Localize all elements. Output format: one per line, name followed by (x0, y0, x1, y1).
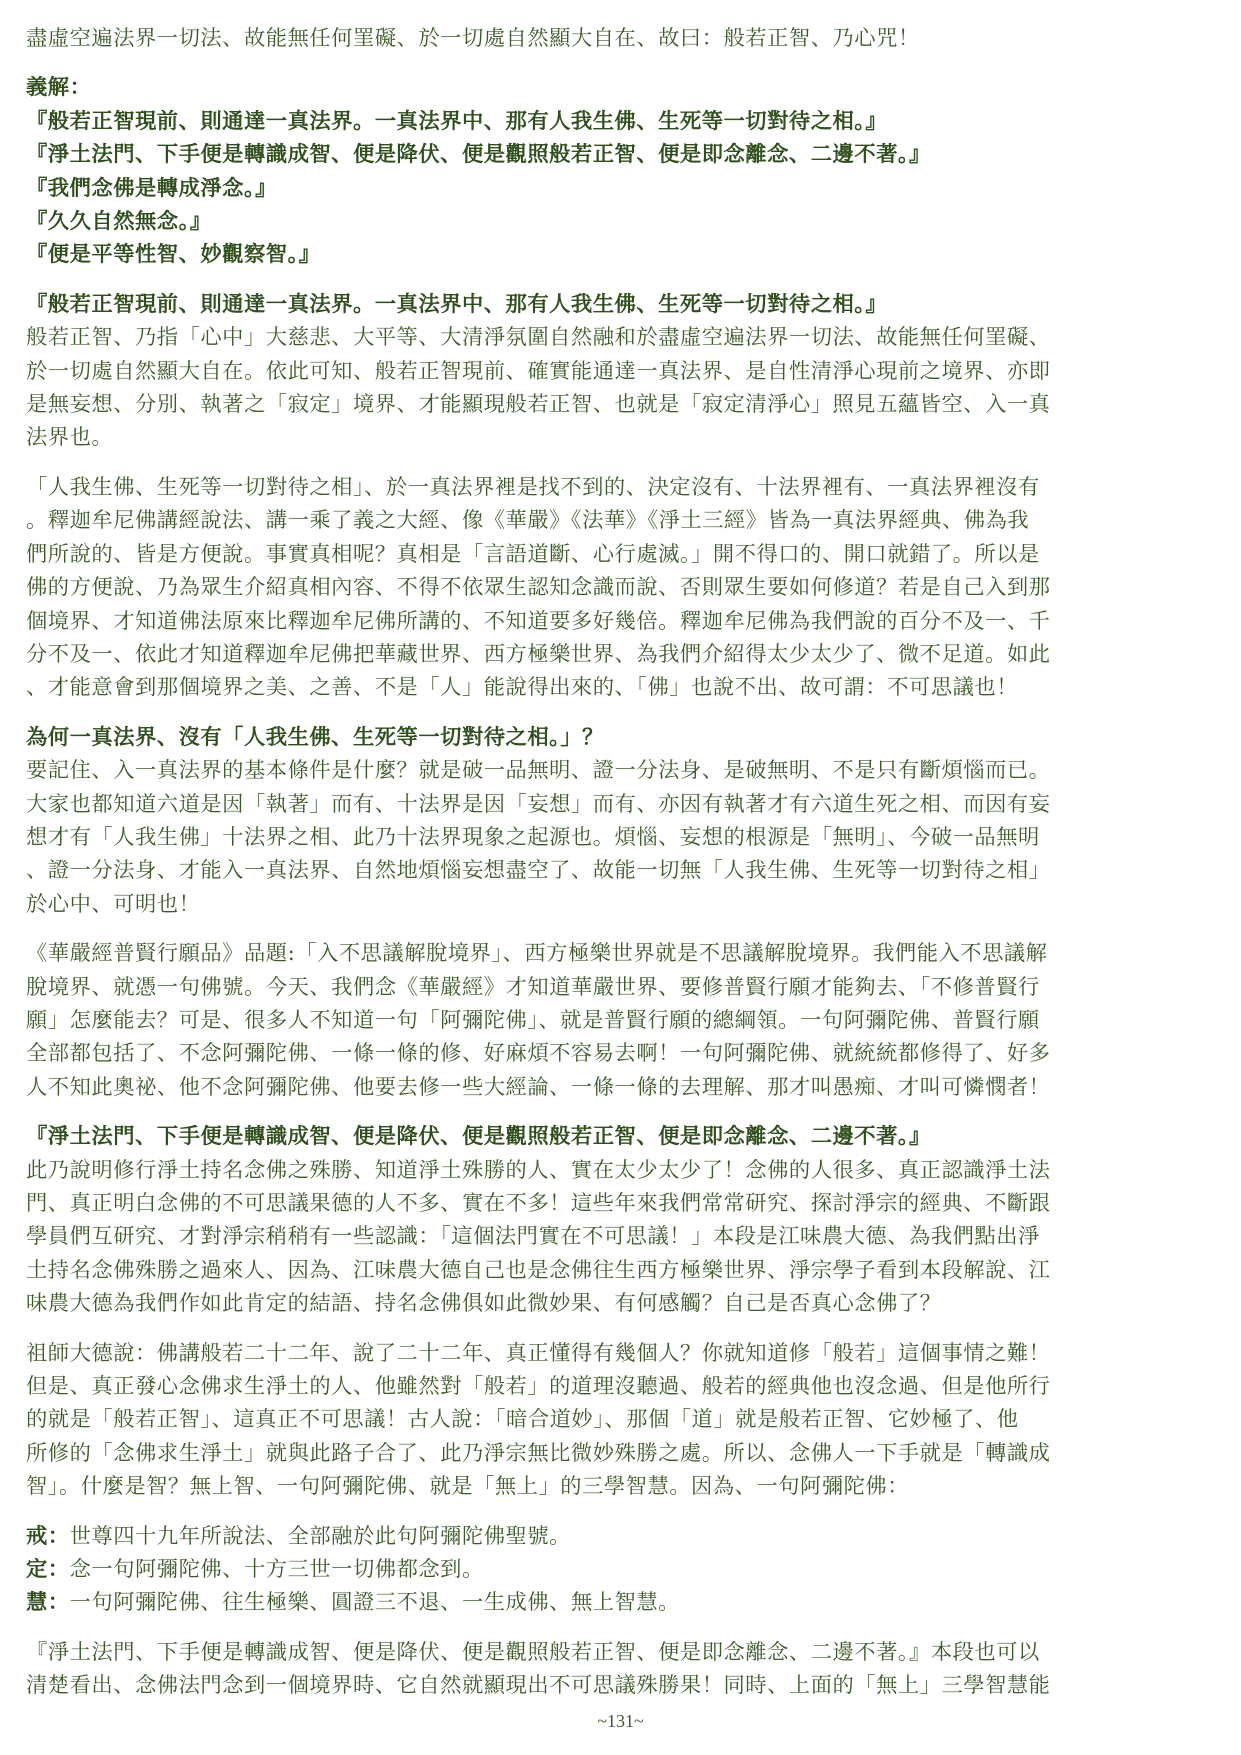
paragraph-line: 願」怎麼能去？可是、很多人不知道一句「阿彌陀佛」、就是普賢行願的總綱領。一句阿彌陀佛、普賢行願 (26, 1007, 1040, 1033)
paragraph-line: 想才有「人我生佛」十法界之相、此乃十法界現象之起源也。煩惱、妄想的根源是「無明」、今破一品無明 (26, 824, 1040, 850)
paragraph-line: 脫境界、就憑一句佛號。今天、我們念《華嚴經》才知道華嚴世界、要修普賢行願才能夠去、「不修普賢行 (26, 974, 1040, 1000)
section-4 (26, 937, 1216, 1104)
precept-text: 世尊四十九年所說法、全部融於此句阿彌陀佛聖號。 (69, 1523, 571, 1549)
paragraph-line: 個境界、才知道佛法原來比釋迦牟尼佛所講的、不知道要多好幾倍。釋迦牟尼佛為我們說的百分不及一、千 (26, 608, 1051, 634)
paragraph-line: 清楚看出、念佛法門念到一個境界時、它自然就顯現出不可思議殊勝果！同時、上面的「無上」三學智慧能 (26, 1673, 1051, 1699)
paragraph-line: 、才能意會到那個境界之美、之善、不是「人」能說得出來的、「佛」也說不出、故可謂：不可思議也！ (26, 675, 1019, 701)
paragraph-line: 。釋迦牟尼佛講經說法、講一乘了義之大經、像《華嚴》《法華》《淨土三經》皆為一真法界經典、佛為我 (26, 508, 1030, 534)
precept-text: 一句阿彌陀佛、往生極樂、圓證三不退、一生成佛、無上智慧。 (69, 1590, 680, 1616)
quote-line: 『般若正智現前、則通達一真法界。一真法界中、那有人我生佛、生死等一切對待之相。』 (26, 108, 888, 134)
paragraph-line: 於心中、可明也！ (26, 891, 201, 917)
paragraph-line: 、證一分法身、才能入一真法界、自然地煩惱妄想盡空了、故能一切無「人我生佛、生死等一切對待之相」 (26, 858, 1051, 884)
precept-term: 慧： (26, 1590, 70, 1616)
paragraph-line: 『淨土法門、下手便是轉識成智、便是降伏、便是觀照般若正智、便是即念離念、二邊不著。』本段也可以 (26, 1639, 1040, 1665)
paragraph-line: 但是、真正發心念佛求生淨土的人、他雖然對「般若」的道理沒聽過、般若的經典他也沒念過、但是他所行 (26, 1374, 1051, 1400)
paragraph-line: 祖師大德說：佛講般若二十二年、說了二十二年、真正懂得有幾個人？你就知道修「般若」這個事情之難！ (26, 1340, 1051, 1366)
section-2 (26, 471, 1216, 705)
page-body (26, 22, 1216, 1703)
paragraph-line: 土持名念佛殊勝之過來人、因為、江味農大德自己也是念佛往生西方極樂世界、淨宗學子看到本段解說、江 (26, 1257, 1051, 1283)
paragraph-line: 味農大德為我們作如此肯定的結語、持名念佛俱如此微妙果、有何感觸？自己是否真心念佛了？ (26, 1291, 942, 1317)
section-heading: 為何一真法界、沒有「人我生佛、生死等一切對待之相。」？ (26, 724, 604, 750)
paragraph-line: 人不知此奧祕、他不念阿彌陀佛、他要去修一些大經論、一條一條的去理解、那才叫愚痴、才叫可憐憫者！ (26, 1074, 1051, 1100)
paragraph-line: 《華嚴經普賢行願品》品題:「入不思議解脫境界」、西方極樂世界就是不思議解脫境界。我們能入不思議解 (26, 941, 1048, 967)
precept-item (26, 1586, 1216, 1619)
paragraph-line: 此乃說明修行淨土持名念佛之殊勝、知道淨土殊勝的人、實在太少太少了！念佛的人很多、真正認識淨土法 (26, 1157, 1051, 1183)
paragraph-line: 學員們互研究、才對淨宗稍稍有一些認識：「這個法門實在不可思議！」本段是江味農大德、為我們點出淨 (26, 1224, 1040, 1250)
precepts-list (26, 1520, 1216, 1620)
paragraph-line: 全部都包括了、不念阿彌陀佛、一條一條的修、好麻煩不容易去啊！一句阿彌陀佛、就統統都修得了、好多 (26, 1041, 1051, 1067)
paragraph-line: 要記住、入一真法界的基本條件是什麼？就是破一品無明、證一分法身、是破無明、不是只有斷煩惱而已。 (26, 758, 1051, 784)
precept-item (26, 1520, 1216, 1553)
section-5 (26, 1120, 1216, 1320)
section-6 (26, 1337, 1216, 1504)
paragraph-line: 所修的「念佛求生淨土」就與此路子合了、此乃淨宗無比微妙殊勝之處。所以、念佛人一下手就是「轉識成 (26, 1440, 1051, 1466)
quote-line: 『淨土法門、下手便是轉識成智、便是降伏、便是觀照般若正智、便是即念離念、二邊不著。』 (26, 142, 931, 168)
paragraph-line: 法界也。 (26, 425, 114, 451)
paragraph-line: 於一切處自然顯大自在。依此可知、般若正智現前、確實能通達一真法界、是自性清淨心現前之境界、亦即 (26, 358, 1051, 384)
precept-item (26, 1553, 1216, 1586)
paragraph-line: 智」。什麼是智？無上智、一句阿彌陀佛、就是「無上」的三學智慧。因為、一句阿彌陀佛： (26, 1474, 910, 1500)
intro-line: 盡虛空遍法界一切法、故能無任何罣礙、於一切處自然顯大自在、故曰：般若正智、乃心咒！ (26, 26, 920, 51)
section-3 (26, 721, 1216, 921)
paragraph-line: 分不及一、依此才知道釋迦牟尼佛把華藏世界、西方極樂世界、為我們介紹得太少太少了、微不足道。如此 (26, 641, 1051, 667)
quote-line: 『便是平等性智、妙觀察智。』 (26, 242, 321, 268)
section-heading: 『淨土法門、下手便是轉識成智、便是降伏、便是觀照般若正智、便是即念離念、二邊不著。』 (26, 1124, 931, 1150)
section-7 (26, 1636, 1216, 1703)
page-number: ~131~ (597, 1711, 644, 1731)
paragraph-line: 「人我生佛、生死等一切對待之相」、於一真法界裡是找不到的、決定沒有、十法界裡有、一真法界裡沒有 (26, 474, 1040, 500)
section-label: 義解： (26, 75, 92, 101)
section-heading: 『般若正智現前、則通達一真法界。一真法界中、那有人我生佛、生死等一切對待之相。』 (26, 291, 888, 317)
paragraph-line: 般若正智、乃指「心中」大慈悲、大平等、大清淨氛圍自然融和於盡虛空遍法界一切法、故能無任何罣礙、 (26, 325, 1051, 351)
paragraph-line: 大家也都知道六道是因「執著」而有、十法界是因「妄想」而有、亦因有執著才有六道生死之相、而因有妄 (26, 791, 1051, 817)
precept-term: 定： (26, 1557, 70, 1583)
paragraph-line: 是無妄想、分別、執著之「寂定」境界、才能顯現般若正智、也就是「寂定清淨心」照見五蘊皆空、入一真 (26, 392, 1051, 418)
quote-line: 『我們念佛是轉成淨念。』 (26, 175, 277, 201)
section-1 (26, 288, 1216, 455)
paragraph-line: 佛的方便說、乃為眾生介紹真相內容、不得不依眾生認知念識而說、否則眾生要如何修道？若是自己入到那 (26, 575, 1051, 601)
quote-line: 『久久自然無念。』 (26, 209, 212, 235)
paragraph-line: 們所說的、皆是方便說。事實真相呢？真相是「言語道斷、心行處滅。」開不得口的、開口就錯了。所以是 (26, 541, 1040, 567)
quote-block (26, 71, 1216, 271)
precept-text: 念一句阿彌陀佛、十方三世一切佛都念到。 (69, 1557, 484, 1583)
paragraph-line: 的就是「般若正智」、這真正不可思議！古人說：「暗合道妙」、那個「道」就是般若正智、它妙極了、他 (26, 1407, 1019, 1433)
precept-term: 戒： (26, 1523, 70, 1549)
paragraph-line: 門、真正明白念佛的不可思議果德的人不多、實在不多！這些年來我們常常研究、探討淨宗的經典、不斷跟 (26, 1191, 1051, 1216)
